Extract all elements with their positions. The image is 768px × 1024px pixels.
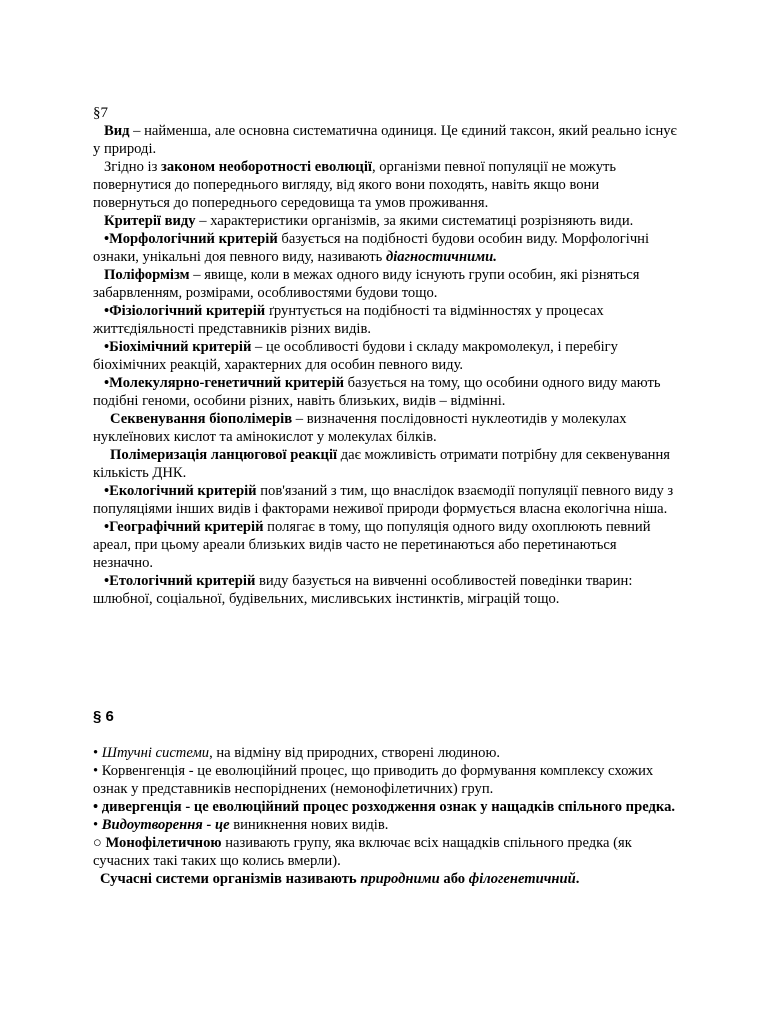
section-6-heading: § 6 — [93, 708, 114, 725]
paragraph-polymerase-chain-reaction: Полімеризація ланцюгової реакції дає можливість отримати потрібну для секвенування кількість ДНК. — [93, 447, 671, 481]
section-6 — [93, 708, 678, 888]
paragraph-modern-systems: Сучасні системи організмів називають природними або філогенетичний. — [100, 871, 580, 887]
paragraph-ethological-criterion: •Етологічний критерій виду базується на вивченні особливостей поведінки тварин: шлюбної, соціальної, будівельних, мисливських інстинктів, міграцій тощо. — [93, 573, 633, 607]
paragraph-speciation: • Видоутворення - це виникнення нових видів. — [93, 817, 389, 833]
paragraph-irreversibility-law: Згідно із законом необоротності еволюції, організми певної популяції не можуть повернутися до попереднього вигляду, від якого вони походять, навіть якщо вони повернуться до попереднього середовища та умов проживання. — [93, 159, 617, 211]
paragraph-convergence: • Корвенгенція - це еволюційний процес, що приводить до формування комплексу схожих ознак у представників неспоріднених (немонофілетичних) груп. — [93, 763, 654, 797]
paragraph-physiological-criterion: •Фізіологічний критерій ґрунтується на подібності та відмінностях у процесах життєдіяльності представників різних видів. — [93, 303, 604, 337]
paragraph-species-definition: Вид – найменша, але основна систематична одиниця. Це єдиний таксон, який реально існує у природі. — [93, 123, 677, 157]
paragraph-divergence: • дивергенція - це еволюційний процес розходження ознак у нащадків спільного предка. — [93, 799, 676, 815]
paragraph-molecular-genetic-criterion: •Молекулярно-генетичний критерій базується на тому, що особини одного виду мають подібні геноми, особини різних, навіть близьких, видів – відмінні. — [93, 375, 661, 409]
spacer — [93, 726, 678, 744]
paragraph-species-criteria: Критерії виду – характеристики організмів, за якими систематиці розрізняють види. — [104, 213, 634, 229]
paragraph-ecological-criterion: •Екологічний критерій пов'язаний з тим, що внаслідок взаємодії популяції певного виду з популяціями інших видів і факторами неживої природи формується власна екологічна ніша. — [93, 483, 674, 517]
paragraph-morphological-criterion: •Морфологічний критерій базується на подібності будови особин виду. Морфологічні ознаки, унікальні доя певного виду, називають діагностичними. — [93, 231, 650, 265]
paragraph-biopolymer-sequencing: Секвенування біополімерів – визначення послідовності нуклеотидів у молекулах нуклеїнових кислот та амінокислот у молекулах білків. — [93, 411, 627, 445]
section-7 — [93, 104, 678, 608]
paragraph-artificial-systems: • Штучні системи, на відміну від природних, створені людиною. — [93, 745, 501, 761]
paragraph-biochemical-criterion: •Біохімічний критерій – це особливості будови і складу макромолекул, і перебігу біохімічних реакцій, характерних для особин певного виду. — [93, 339, 618, 373]
paragraph-monophyletic: ○ Монофілетичною називають групу, яка включає всіх нащадків спільного предка (як сучасних такі таких що колись вмерли). — [93, 835, 632, 869]
paragraph-geographical-criterion: •Географічний критерій полягає в тому, що популяція одного виду охоплюють певний ареал, при цьому ареали близьких видів часто не перетинаються або перетинаються незначно. — [93, 519, 651, 571]
section-7-heading: §7 — [93, 105, 108, 121]
paragraph-polymorphism: Поліформізм – явище, коли в межах одного виду існують групи особин, які різняться забарвленням, розмірами, особливостями будови тощо. — [93, 267, 640, 301]
